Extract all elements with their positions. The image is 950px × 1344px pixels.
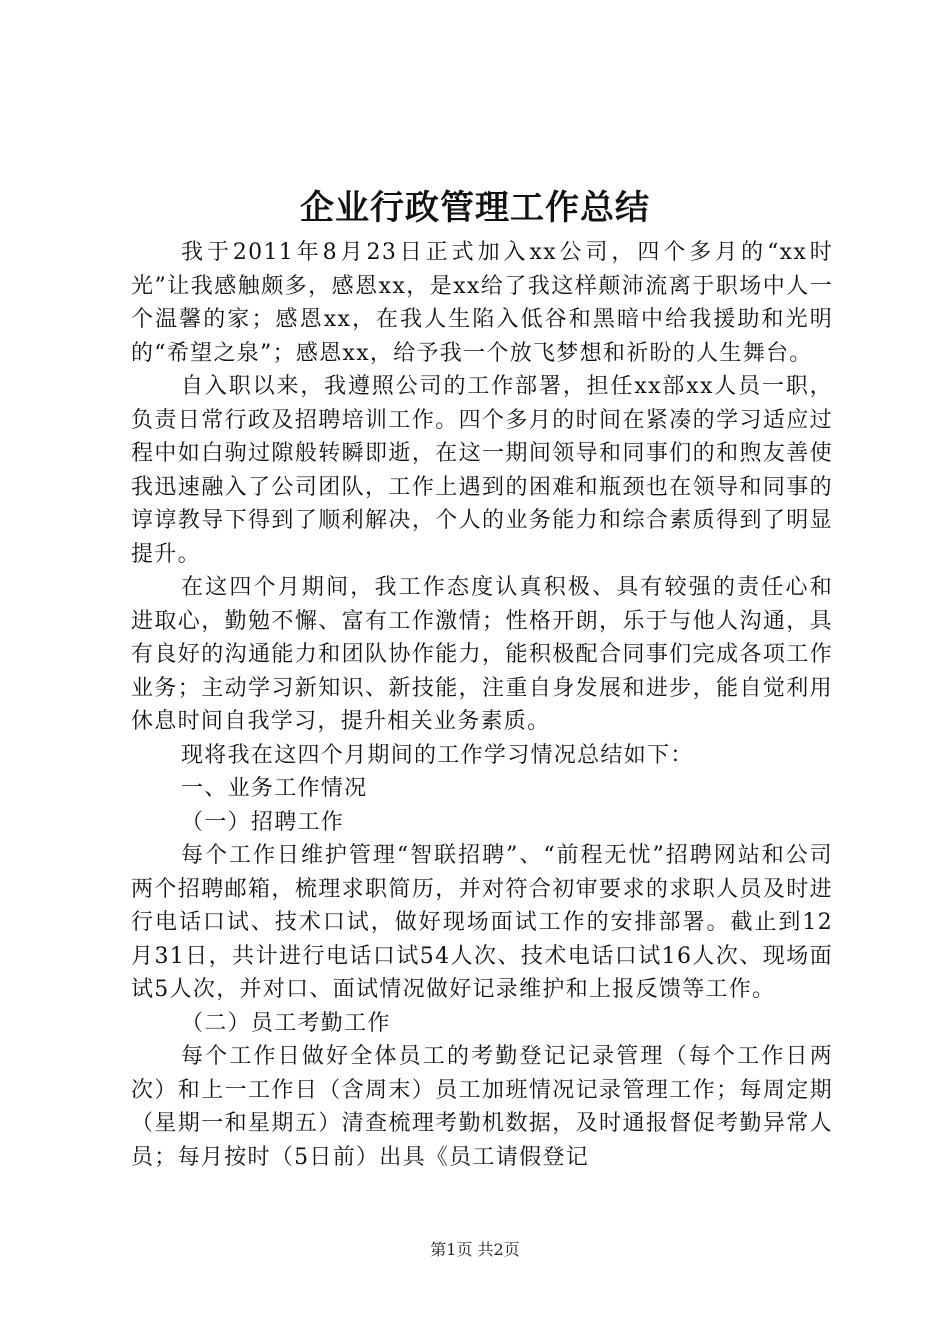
paragraph-attitude: 在这四个月期间，我工作态度认真积极、具有较强的责任心和进取心，勤勉不懈、富有工作激情；性格开朗，乐于与他人沟通，具有良好的沟通能力和团队协作能力，能积极配合同事们完成各项工作业务；主动学习新知识、新技能，注重自身发展和进步，能自觉利用休息时间自我学习，提升相关业务素质。 bbox=[131, 575, 833, 734]
paragraph-intro: 我于2011年8月23日正式加入xx公司，四个多月的“xx时光”让我感触颇多，感恩xx，是xx给了我这样颠沛流离于职场中人一个温馨的家；感恩xx，在我人生陷入低谷和黑暗中给我援助和光明的“希望之泉”；感恩xx，给予我一个放飞梦想和祈盼的人生舞台。 bbox=[131, 240, 833, 366]
page-footer: 第1页 共2页 bbox=[430, 1240, 520, 1259]
subsection-heading-recruitment: （一）招聘工作 bbox=[181, 809, 345, 835]
subsection-heading-attendance: （二）员工考勤工作 bbox=[181, 1010, 391, 1036]
section-heading-business: 一、业务工作情况 bbox=[181, 776, 368, 801]
document-body bbox=[131, 236, 833, 1174]
paragraph-recruitment: 每个工作日维护管理“智联招聘”、“前程无忧”招聘网站和公司两个招聘邮箱，梳理求职简历，并对符合初审要求的求职人员及时进行电话口试、技术口试，做好现场面试工作的安排部署。截止到12月31日，共计进行电话口试54人次、技术电话口试16人次、现场面试5人次，并对口、面试情况做好记录维护和上报反馈等工作。 bbox=[131, 843, 833, 1002]
document-title: 企业行政管理工作总结 bbox=[300, 188, 650, 228]
paragraph-duties: 自入职以来，我遵照公司的工作部署，担任xx部xx人员一职，负责日常行政及招聘培训工作。四个多月的时间在紧凑的学习适应过程中如白驹过隙般转瞬即逝，在这一期间领导和同事们的和煦友善使我迅速融入了公司团队，工作上遇到的困难和瓶颈也在领导和同事的谆谆教导下得到了顺利解决，个人的业务能力和综合素质得到了明显提升。 bbox=[131, 374, 833, 567]
paragraph-summary-lead: 现将我在这四个月期间的工作学习情况总结如下： bbox=[181, 742, 694, 768]
paragraph-attendance: 每个工作日做好全体员工的考勤登记记录管理（每个工作日两次）和上一工作日（含周末）员工加班情况记录管理工作；每周定期（星期一和星期五）清查梳理考勤机数据，及时通报督促考勤异常人员；每月按时（5日前）出具《员工请假登记 bbox=[131, 1044, 833, 1170]
